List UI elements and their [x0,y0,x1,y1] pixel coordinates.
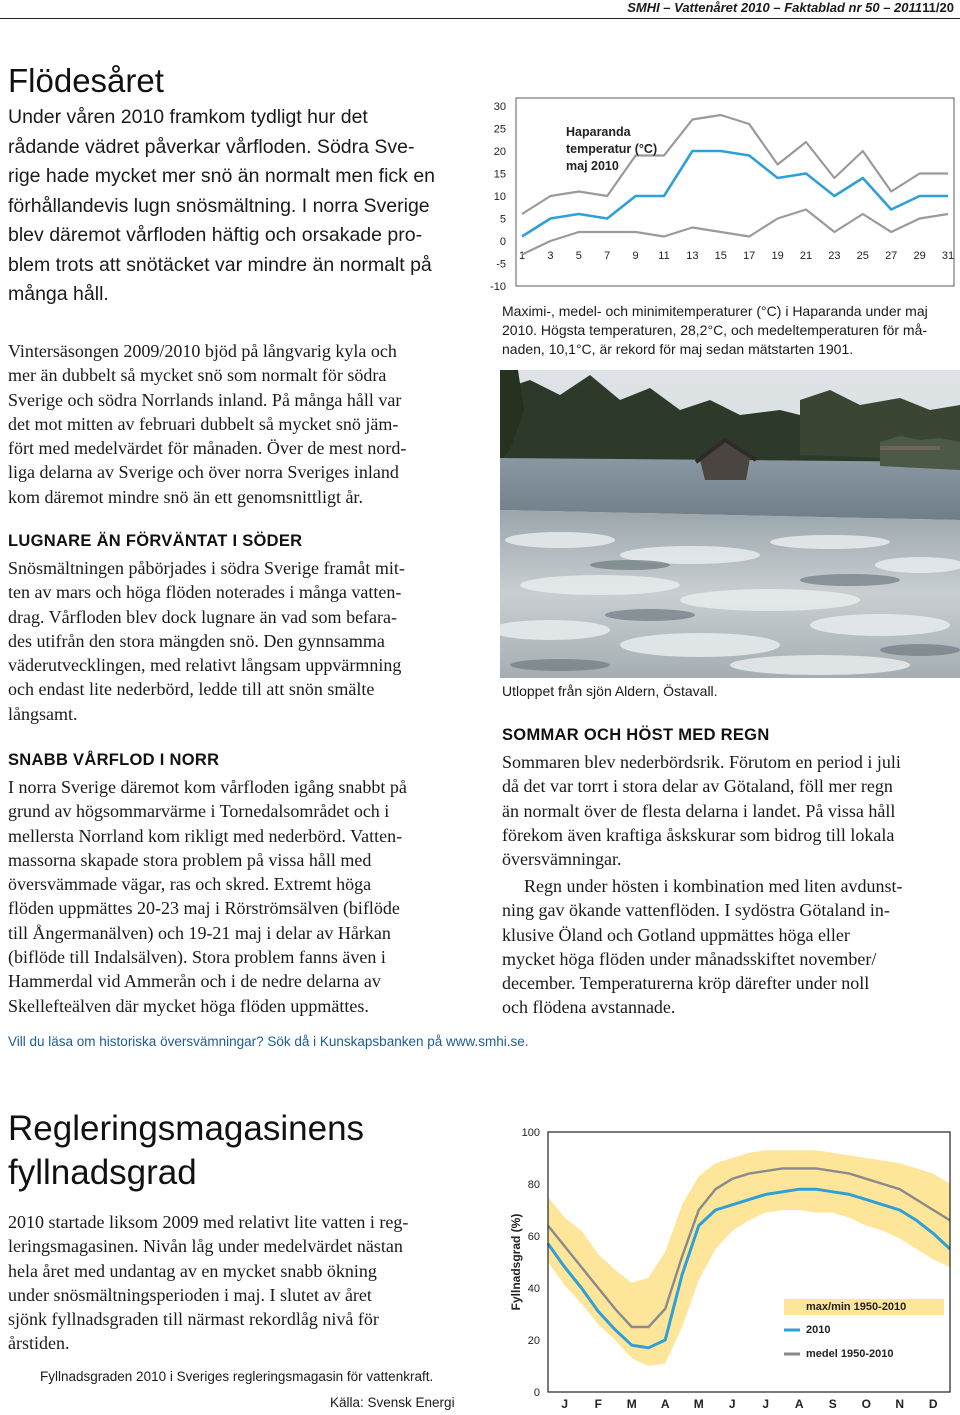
text-line: kom däremot mindre snö än ett genomsnittligt år. [8,486,363,507]
text-line: blem trots att snötäcket var mindre än normalt på [8,253,432,276]
page-number: 11/20 [922,0,954,15]
reservoir-source: Källa: Svensk Energi [330,1395,455,1410]
text-line: Under våren 2010 framkom tydligt hur det [8,106,368,128]
text-line: I norra Sverige däremot kom vårfloden igång snabbt på [8,777,407,797]
y-tick-label: 25 [493,123,506,136]
y-tick-label: -5 [496,258,506,271]
text-line: ten av mars och höga flöden noterades i många vatten- [8,582,402,603]
summer-paragraph [502,750,957,871]
y-tick-label: 15 [493,168,506,181]
x-tick-label: F [594,1397,602,1411]
x-tick-label: J [728,1397,736,1411]
text-line: Regleringsmagasinens [8,1109,365,1148]
text-line: Regn under hösten i kombination med liten avdunst- [524,876,903,896]
reservoir-chart-caption: Fyllnadsgraden 2010 i Sveriges regleringsmagasin för vattenkraft. [40,1369,434,1384]
text-line: översvämmade vägar, ras och skred. Extremt höga [8,874,372,895]
y-tick-label: 0 [499,236,506,248]
section-body-north [8,775,478,1018]
chart-title-line: maj 2010 [566,159,619,173]
x-tick-label: 15 [714,250,727,262]
y-tick-label: 0 [533,1387,540,1399]
x-tick-label: 5 [575,250,582,262]
text-line: Maximi-, medel- och minimitemperaturer (°C) i Haparanda under maj [502,303,928,319]
text-line: flöden uppmättes 20-23 maj i Rörströmsälven (biflöde [8,898,400,919]
photo-caption: Utloppet från sjön Aldern, Östavall. [502,683,718,699]
text-line: december. Temperaturerna kröp därefter under noll [502,973,870,994]
reservoir-fill-chart [500,1120,958,1415]
text-line: Sommaren blev nederbördsrik. Förutom en period i juli [502,752,901,772]
section-heading-south: LUGNARE ÄN FÖRVÄNTAT I SÖDER [8,532,303,550]
text-line: väderutvecklingen, med relativt långsam uppvärmning [8,655,402,676]
text-line: rige hade mycket mer snö än normalt men fick en [8,165,436,187]
x-tick-label: D [928,1397,938,1411]
x-tick-label: 17 [743,250,756,262]
x-tick-label: 25 [856,250,869,262]
text-line: många håll. [8,283,109,305]
text-line: det mot mitten av februari dubbelt så mycket snö jäm- [8,413,399,434]
y-axis-label: Fyllnadsgrad (%) [509,1213,523,1311]
x-tick-label: 23 [828,250,841,262]
x-tick-label: J [561,1397,569,1411]
x-tick-label: 11 [658,250,670,262]
y-tick-label: 100 [521,1127,540,1139]
text-line: massorna skapade stora problem på vissa håll med [8,849,372,870]
x-tick-label: M [626,1397,637,1411]
text-line: drag. Vårfloden blev dock lugnare än vad som befara- [8,606,398,627]
x-tick-label: A [660,1397,670,1411]
running-title: SMHI – Vattenåret 2010 – Faktablad nr 50 – 2011 [627,0,922,15]
text-line: till Ångermanälven) och 19-21 maj i delar av Hårkan [8,922,391,943]
text-line: sjönk fyllnadsgraden till närmast rekordlåg nivå för [8,1309,379,1330]
text-line: 2010 startade liksom 2009 med relativt lite vatten i reg- [8,1212,409,1232]
section-heading-north: SNABB VÅRFLOD I NORR [8,751,220,769]
text-line: 2010. Högsta temperaturen, 28,2°C, och medeltemperaturen för må- [502,322,928,338]
chart-title-line: Haparanda [566,125,631,139]
y-tick-label: 5 [499,213,506,226]
y-tick-label: -10 [490,281,506,293]
temperature-chart-caption [502,302,957,359]
text-line: långsamt. [8,703,78,724]
text-line: och flödena avstannade. [502,997,676,1018]
text-line: klusive Öland och Gotland uppmättes höga eller [502,924,850,945]
x-tick-label: 9 [632,250,639,262]
x-tick-label: 21 [799,250,813,262]
text-line: grund av högsommarvärme i Tornedalsområdet och i [8,801,390,822]
x-tick-label: S [828,1397,837,1411]
intro-paragraph [8,339,478,509]
text-line: ning gav ökande vattenflöden. I sydöstra Götaland in- [502,900,890,921]
text-line: leringsmagasinen. Nivån låg under medelvärdet nästan [8,1236,403,1257]
x-tick-label: 19 [771,250,784,262]
text-line: årstiden. [8,1333,70,1354]
x-tick-label: 27 [885,250,898,262]
text-line: mer än dubbelt så mycket snö som normalt för södra [8,365,387,386]
x-tick-label: 7 [604,250,611,262]
text-line: och endast lite nederbörd, ledde till att snön smälte [8,679,375,700]
x-tick-label: 13 [686,250,699,262]
reservoir-paragraph [8,1210,478,1356]
y-tick-label: 80 [527,1179,540,1191]
x-tick-label: 1 [518,250,526,262]
text-line: naden, 10,1°C, är rekord för maj sedan mätstarten 1901. [502,341,854,357]
text-line: liga delarna av Sverige och över norra Sveriges inland [8,462,399,483]
legend-label: max/min 1950-2010 [806,1301,907,1313]
legend-label: medel 1950-2010 [806,1348,894,1360]
text-line: Hammerdal vid Ammerån och i de nedre delarna av [8,971,381,992]
text-line: mycket höga flöden under månadsskiftet november/ [502,948,877,969]
text-line: än normalt över de flesta delarna i landet. På vissa håll [502,800,896,821]
text-line: hela året med undantag av en mycket snabb ökning [8,1260,377,1281]
text-line: rådande vädret påverkar vårfloden. Södra Sve- [8,135,415,158]
text-line: Snösmältningen påbörjades i södra Sverige framåt mit- [8,558,405,578]
text-line: Sverige och södra Norrlands inland. På många håll var [8,389,402,410]
x-tick-label: 29 [913,250,926,262]
autumn-paragraph [502,874,957,1020]
lead-paragraph [8,103,478,310]
article-title: Flödesåret [8,62,164,99]
y-tick-label: 60 [527,1231,540,1243]
text-line: blev däremot vårfloden häftig och orsakade pro- [8,224,423,246]
text-line: under snösmältningsperioden i maj. I slutet av året [8,1284,372,1305]
text-line: Vintersäsongen 2009/2010 bjöd på långvarig kyla och [8,341,397,361]
text-line: (biflöde till Indalsälven). Stora problem fanns även i [8,947,386,968]
kunskapsbanken-link[interactable]: Vill du läsa om historiska översvämningar? Sök då i Kunskapsbanken på www.smhi.se. [8,1034,529,1049]
running-header [0,0,960,18]
x-tick-label: 3 [547,250,554,262]
text-line: Skellefteälven där mycket höga flöden uppmättes. [8,995,369,1016]
haparanda-temperature-chart [486,96,956,302]
section-body-south [8,556,478,726]
flood-photo [500,370,960,678]
text-line: översvämningar. [502,849,622,870]
text-line: mellersta Norrland kom rikligt med nederbörd. Vatten- [8,825,403,846]
text-line: des utifrån den stora mängden snö. Den gynnsamma [8,630,385,651]
band-max-min [548,1150,950,1366]
y-tick-label: 20 [493,146,506,158]
x-tick-label: O [861,1397,871,1411]
y-tick-label: 30 [493,101,506,113]
y-tick-label: 40 [527,1283,540,1295]
y-tick-label: 20 [527,1335,540,1347]
text-line: fört med medelvärdet för månaden. Över de mest nord- [8,438,407,459]
legend-label: 2010 [806,1324,831,1336]
chart-title-line: temperatur (°C) [566,142,658,156]
text-line: då det var torrt i stora delar av Götaland, föll mer regn [502,776,893,797]
x-tick-label: M [693,1397,704,1411]
reservoir-title [8,1107,364,1195]
x-tick-label: A [794,1397,804,1411]
section-heading-summer: SOMMAR OCH HÖST MED REGN [502,726,770,744]
text-line: fyllnadsgrad [8,1153,197,1192]
y-tick-label: 10 [493,191,506,203]
x-tick-label: J [762,1397,770,1411]
text-line: förhållandevis lugn snösmältning. I norra Sverige [8,194,430,217]
x-tick-label: 31 [941,250,955,262]
text-line: förekom även kraftiga åskskurar som bidrog till lokala [502,824,895,845]
header-rule [0,18,960,19]
x-tick-label: N [895,1397,905,1411]
